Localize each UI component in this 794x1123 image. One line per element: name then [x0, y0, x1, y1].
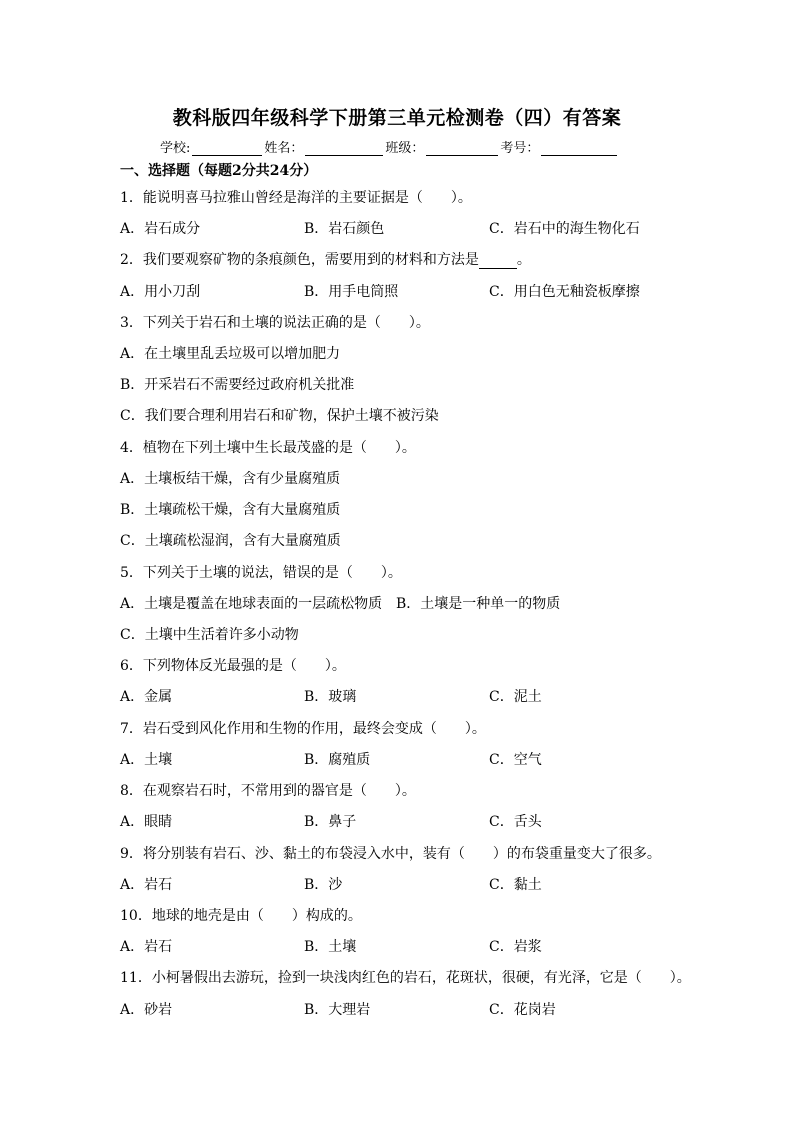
q8-option-c: C．舌头 — [489, 814, 542, 830]
q5-option-c: C．土壤中生活着许多小动物 — [120, 627, 299, 643]
question-9: 9．将分别装有岩石、沙、黏土的布袋浸入水中，装有（ ）的布袋重量变大了很多。 — [120, 846, 661, 862]
question-11: 11．小柯暑假出去游玩，捡到一块浅肉红色的岩石，花斑状，很硬，有光泽，它是（ ）。 — [120, 970, 691, 986]
question-8: 8．在观察岩石时，不常用到的器官是（ ）。 — [120, 783, 416, 799]
q2-option-b: B．用手电筒照 — [304, 284, 399, 300]
q4-option-b: B．土壤疏松干燥，含有大量腐殖质 — [120, 502, 341, 518]
question-3: 3．下列关于岩石和土壤的说法正确的是（ ）。 — [120, 315, 430, 331]
student-info-row — [160, 137, 619, 156]
section-heading: 一、选择题（每题2分共24分） — [120, 163, 318, 179]
q7-option-b: B．腐殖质 — [304, 752, 371, 768]
question-7: 7．岩石受到风化作用和生物的作用，最终会变成（ ）。 — [120, 721, 486, 737]
question-6: 6．下列物体反光最强的是（ ）。 — [120, 658, 346, 674]
q6-option-c: C．泥土 — [489, 689, 542, 705]
q7-option-c: C．空气 — [489, 752, 542, 768]
q7-option-a: A．土壤 — [120, 752, 173, 768]
number-label: 考号： — [500, 141, 540, 156]
number-blank — [541, 143, 617, 156]
question-2-text: 2．我们要观察矿物的条痕颜色，需要用到的材料和方法是 — [120, 252, 479, 268]
q5-option-a: A．土壤是覆盖在地球表面的一层疏松物质 — [120, 596, 383, 612]
question-5: 5．下列关于土壤的说法，错误的是（ ）。 — [120, 565, 402, 581]
name-blank — [305, 143, 383, 156]
q3-option-b: B．开采岩石不需要经过政府机关批准 — [120, 377, 355, 393]
school-label: 学校: — [160, 141, 191, 156]
q6-option-b: B．玻璃 — [304, 689, 357, 705]
answer-blank — [479, 254, 517, 269]
q10-option-c: C．岩浆 — [489, 939, 542, 955]
q11-option-c: C．花岗岩 — [489, 1002, 556, 1018]
q4-option-a: A．土壤板结干燥，含有少量腐殖质 — [120, 471, 341, 487]
q10-option-a: A．岩石 — [120, 939, 173, 955]
question-10: 10．地球的地壳是由（ ）构成的。 — [120, 908, 362, 924]
name-label: 姓名： — [264, 141, 304, 156]
school-blank — [192, 143, 262, 156]
q9-option-b: B．沙 — [304, 877, 343, 893]
q2-option-c: C．用白色无釉瓷板摩擦 — [489, 284, 640, 300]
class-label: 班级： — [385, 141, 425, 156]
q6-option-a: A．金属 — [120, 689, 173, 705]
q1-option-a: A．岩石成分 — [120, 221, 201, 237]
q3-option-c: C．我们要合理利用岩石和矿物，保护土壤不被污染 — [120, 408, 439, 424]
question-2-end: 。 — [516, 252, 531, 268]
q1-option-b: B．岩石颜色 — [304, 221, 385, 237]
q8-option-a: A．眼睛 — [120, 814, 173, 830]
q9-option-c: C．黏土 — [489, 877, 542, 893]
page-title: 教科版四年级科学下册第三单元检测卷（四）有答案 — [172, 107, 622, 129]
q9-option-a: A．岩石 — [120, 877, 173, 893]
q8-option-b: B．鼻子 — [304, 814, 357, 830]
q10-option-b: B．土壤 — [304, 939, 357, 955]
question-1: 1．能说明喜马拉雅山曾经是海洋的主要证据是（ ）。 — [120, 190, 472, 206]
q2-option-a: A．用小刀刮 — [120, 284, 201, 300]
q1-option-c: C．岩石中的海生物化石 — [489, 221, 640, 237]
q3-option-a: A．在土壤里乱丢垃圾可以增加肥力 — [120, 346, 341, 362]
question-4: 4．植物在下列土壤中生长最茂盛的是（ ）。 — [120, 440, 416, 456]
q5-option-b: B．土壤是一种单一的物质 — [396, 596, 561, 612]
q11-option-a: A．砂岩 — [120, 1002, 173, 1018]
q4-option-c: C．土壤疏松湿润，含有大量腐殖质 — [120, 533, 341, 549]
q11-option-b: B．大理岩 — [304, 1002, 371, 1018]
question-2 — [120, 249, 531, 269]
class-blank — [426, 143, 498, 156]
